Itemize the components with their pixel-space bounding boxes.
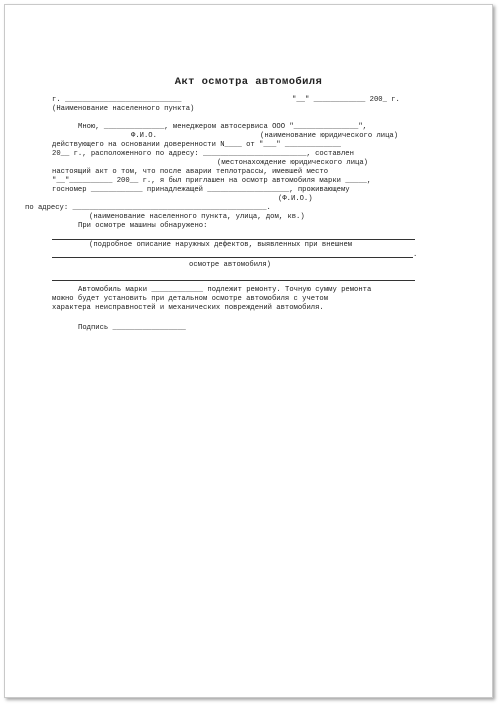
separator-line [52, 280, 415, 281]
defects-caption: (подробное описание наружных дефектов, выявленных при внешнем [89, 241, 353, 249]
inspection-found-label: При осмотре машины обнаружено: [78, 222, 208, 230]
act-statement-line: настоящий акт о том, что после аварии теплотрассы, имевшей место [52, 168, 329, 176]
damage-nature-line: характера неисправностей и механических повреждений автомобиля. [52, 304, 324, 312]
owner-address-caption: (наименование населенного пункта, улица, дом, кв.) [89, 213, 305, 221]
settlement-field-line: г. ___________________________ [52, 96, 182, 104]
defects-caption-end: осмотре автомобиля) [189, 261, 271, 269]
legal-entity-caption: (наименование юридического лица) [260, 132, 399, 140]
address-line: 20__ г., расположенного по адресу: ________________________, составлен [52, 150, 354, 158]
signature-line: Подпись _________________ [78, 324, 186, 332]
date-field-line: "__" ____________ 200_ г. [292, 96, 400, 104]
fio-caption: Ф.И.О. [131, 132, 157, 140]
document-title: Акт осмотра автомобиля [174, 76, 323, 88]
power-of-attorney-line: действующего на основании доверенности N____ от "___" _____________ [52, 141, 341, 149]
defects-blank-line-1 [52, 239, 415, 240]
settlement-caption: (Наименование населенного пункта) [52, 105, 195, 113]
owner-address-line: по адресу: _____________________________________________. [25, 204, 271, 212]
repair-estimate-line: можно будет установить при детальном осмотре автомобиля с учетом [52, 295, 329, 303]
document-page [4, 4, 493, 698]
invitation-line: "__"__________ 200__ г., я был приглашен на осмотр автомобиля марки _____, [52, 177, 372, 185]
plate-owner-line: госномер ____________ принадлежащей ___________________, проживающему [52, 186, 350, 194]
entity-location-caption: (местонахождение юридического лица) [217, 159, 368, 167]
manager-line: Мною, ______________, менеджером автосервиса ООО "_______________", [78, 123, 367, 131]
repair-line: Автомобиль марки ____________ подлежит ремонту. Точную сумму ремонта [78, 286, 372, 294]
defects-line-end: . [413, 251, 418, 259]
defects-blank-line-2 [52, 257, 413, 258]
owner-fio-caption: (Ф.И.О.) [278, 195, 313, 203]
